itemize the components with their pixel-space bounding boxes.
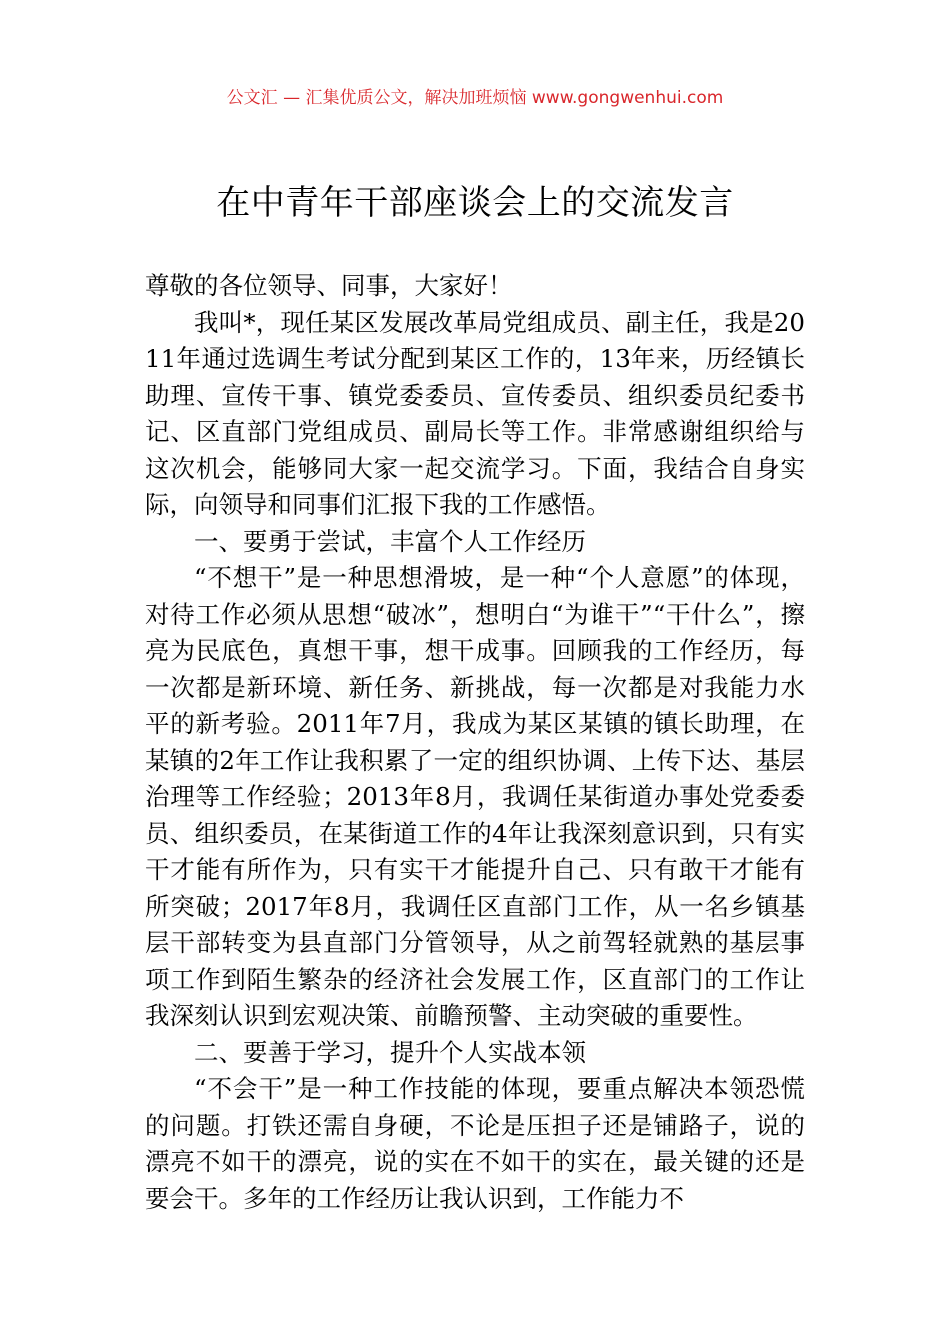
watermark-header: 公文汇 — 汇集优质公文，解决加班烦恼 www.gongwenhui.com: [226, 88, 724, 108]
paragraph-section-1: “不想干”是一种思想滑坡，是一种“个人意愿”的体现，对待工作必须从思想“破冰”，想明白“为谁干”“干什么”，擦亮为民底色，真想干事，想干成事。回顾我的工作经历，每一次都是新环境、新任务、新挑战，每一次都是对我能力水平的新考验。2011年7月，我成为某区某镇的镇长助理，在某镇的2年工作让我积累了一定的组织协调、上传下达、基层治理等工作经验；2013年8月，我调任某街道办事处党委委员、组织委员，在某街道工作的4年让我深刻意识到，只有实干才能有所作为，只有实干才能提升自己、只有敢干才能有所突破；2017年8月，我调任区直部门工作，从一名乡镇基层干部转变为县直部门分管领导，从之前驾轻就熟的基层事项工作到陌生繁杂的经济社会发展工作，区直部门的工作让我深刻认识到宏观决策、前瞻预警、主动突破的重要性。: [145, 563, 805, 1030]
greeting: 尊敬的各位领导、同事，大家好！: [145, 271, 513, 300]
paragraph-intro: 我叫*，现任某区发展改革局党组成员、副主任，我是2011年通过选调生考试分配到某区工作的，13年来，历经镇长助理、宣传干事、镇党委委员、宣传委员、组织委员纪委书记、区直部门党组成员、副局长等工作。非常感谢组织给与这次机会，能够同大家一起交流学习。下面，我结合自身实际，向领导和同事们汇报下我的工作感悟。: [145, 307, 805, 519]
section-heading-1: 一、要勇于尝试，丰富个人工作经历: [194, 526, 586, 556]
paragraph-section-2: “不会干”是一种工作技能的体现，要重点解决本领恐慌的问题。打铁还需自身硬，不论是压担子还是铺路子，说的漂亮不如干的漂亮，说的实在不如干的实在，最关键的还是要会干。多年的工作经历让我认识到，工作能力不: [145, 1074, 805, 1213]
document-title: 在中青年干部座谈会上的交流发言: [216, 183, 734, 223]
document-body: [145, 268, 805, 1217]
section-heading-2: 二、要善于学习，提升个人实战本领: [194, 1037, 586, 1067]
